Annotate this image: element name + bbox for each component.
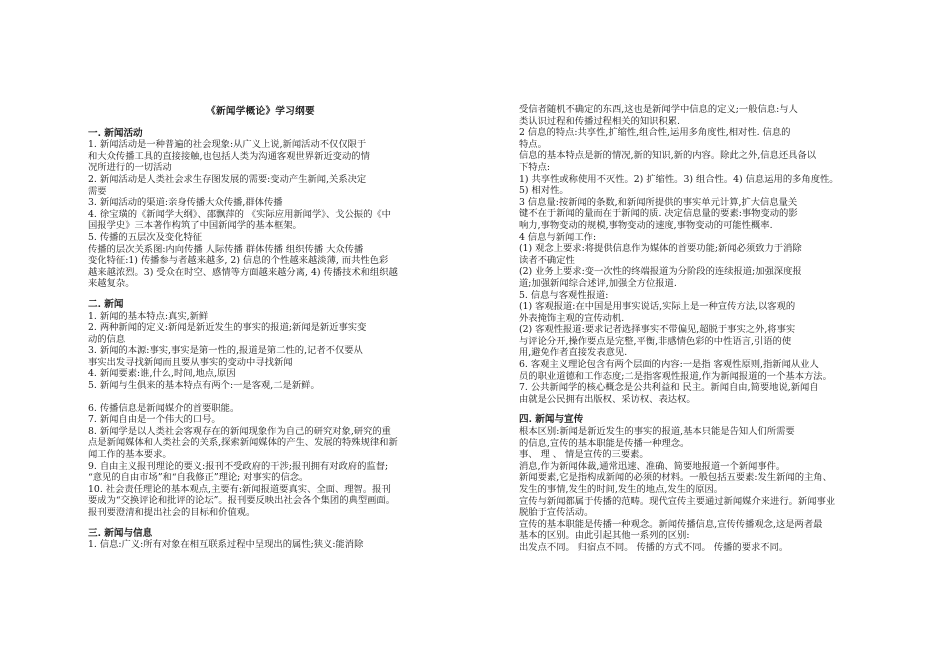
text-line: 3. 新闻活动的渠道:亲身传播大众传播,群体传播 xyxy=(88,197,283,209)
section-body-news xyxy=(88,311,433,519)
text-line: 5. 信息与客观性报道: xyxy=(519,289,609,301)
text-line: 和大众传播工具的直接接触,也包括人类为沟通客观世界新近变动的情 xyxy=(88,150,370,162)
text-line: 需要 xyxy=(88,185,107,197)
text-line: 7. 新闻自由是一个伟大的口号。 xyxy=(88,414,221,426)
text-line: 出发点不同。 归宿点不同。 传播的方式不同。 传播的要求不同。 xyxy=(519,541,789,553)
text-line: 变化特征:1) 传播参与者越来越多, 2) 信息的个性越来越淡薄, 而共性色彩 xyxy=(88,255,389,267)
text-line: 道;加强新闻综合述评,加强全方位报道. xyxy=(519,277,677,289)
text-line: 闻工作的基本要求。 xyxy=(88,449,172,461)
text-line: 下特点: xyxy=(519,161,551,173)
section-heading-news-activity: 一. 新闻活动 xyxy=(88,127,143,139)
text-line: 的信息,宣传的基本职能是传播一种理念。 xyxy=(519,437,690,449)
section-heading-news-and-propaganda: 四. 新闻与宣传 xyxy=(519,414,584,426)
text-line: 事实出发寻找新闻而且要从事实的变动中寻找新闻 xyxy=(88,356,293,368)
text-line: 况所进行的一切活动 xyxy=(88,162,172,174)
section-body-news-activity xyxy=(88,139,433,290)
text-line: 特点。 xyxy=(519,138,547,150)
text-line: 5. 传播的五层次及变化特征 xyxy=(88,231,203,243)
text-line: 越来越浓烈。3) 受众在时空、感情等方面越来越分离, 4) 传播技术和组织越 xyxy=(88,266,398,278)
text-line: 1) 共享性或称使用不灭性。2) 扩缩性。3) 组合性。4) 信息运用的多角度性。 xyxy=(519,173,839,185)
text-line: “意见的自由市场”和“自我修正”理论; 对事实的信念。 xyxy=(88,472,309,484)
text-line: 10. 社会责任理论的基本观点,主要有:新闻报道要真实、全面、理智。报刊 xyxy=(88,483,391,495)
text-line: 3 信息量:按新闻的条数,和新闻所提供的事实单元计算,扩大信息量关 xyxy=(519,196,798,208)
text-line: 4. 新闻要素:谁,什么,时间,地点,原因 xyxy=(88,368,236,380)
text-line: 宣传与新闻都属于传播的范畴。现代宣传主要通过新闻媒介来进行。新闻事业 xyxy=(519,495,836,507)
text-line: 6. 客观主义理论包含有两个层面的内容:一是指 客观性原则,指新闻从业人 xyxy=(519,359,819,371)
section-body-news-and-propaganda xyxy=(519,426,864,554)
text-line: 员的职业道德和工作态度;二是指客观性报道,作为新闻报道的一个基本方法。 xyxy=(519,370,832,382)
text-line: 新闻要素,它是指构成新闻的必须的材料。一般包括五要素:发生新闻的主角、 xyxy=(519,472,832,484)
left-column xyxy=(88,106,433,551)
text-line: 1. 新闻的基本特点:真实,新鲜 xyxy=(88,310,209,322)
text-line: (1) 客观报道:在中国是用事实说话,实际上是一种宣传方法,以客观的 xyxy=(519,301,796,313)
text-line: 来越复杂。 xyxy=(88,278,135,290)
text-line: 外表掩饰主观的宣传动机. xyxy=(519,312,625,324)
text-line: 类认识过程和传播过程相关的知识积累. xyxy=(519,115,681,127)
text-line: (2) 客观性报道:要求记者选择事实不带偏见,超脱于事实之外,将事实 xyxy=(519,324,796,336)
text-line: 4. 徐宝璜的《新闻学大纲》、邵飘萍的 《实际应用新闻学》、戈公振的《中 xyxy=(88,208,391,220)
section-body-news-and-information xyxy=(88,539,433,551)
text-line: 2 信息的特点:共享性,扩缩性,组合性,运用多角度性,相对性. 信息的 xyxy=(519,127,791,139)
text-line: 响力,事物变动的规模,事物变动的速度,事物变动的可能性概率. xyxy=(519,219,773,231)
text-line: 传播的层次关系图:内向传播 人际传播 群体传播 组织传播 大众传播 xyxy=(88,243,364,255)
text-line: (1) 观念上要求:将提供信息作为媒体的首要功能;新闻必须致力于消除 xyxy=(519,243,802,255)
text-line: 读者不确定性 xyxy=(519,254,575,266)
text-line: 4 信息与新闻工作: xyxy=(519,231,597,243)
text-line: 与评论分开,操作要点是完整,平衡,非感情色彩的中性语言,引语的使 xyxy=(519,335,792,347)
text-line: 宣传的基本职能是传播一种观念。新闻传播信息,宣传传播观念,这是两者最 xyxy=(519,518,823,530)
section-heading-news-and-information: 三. 新闻与信息 xyxy=(88,527,153,539)
text-line: 根本区别:新闻是新近发生的事实的报道,基本只能是告知人们所需要 xyxy=(519,426,795,438)
section-body-information-continued xyxy=(519,104,864,405)
text-line: 5. 新闻与生俱来的基本特点有两个:一是客观,二是新鲜。 xyxy=(88,380,320,392)
text-line: 7. 公共新闻学的核心概念是公共利益和 民主。新闻自由,简要地说,新闻自 xyxy=(519,382,819,394)
text-line: 基本的区别。由此引起其他一系列的区别: xyxy=(519,530,690,542)
text-line: 事、 理 、 情是宣传的三要素。 xyxy=(519,449,649,461)
text-line: 发生的事情,发生的时间,发生的地点,发生的原因。 xyxy=(519,484,724,495)
text-line: 消息,作为新闻体裁,通常迅速、准确、简要地报道一个新闻事件。 xyxy=(519,460,786,472)
text-line: 8. 新闻学是以人类社会客观存在的新闻现象作为自己的研究对象,研究的重 xyxy=(88,425,391,437)
text-line: (2) 业务上要求:变一次性的终端报道为分阶段的连续报道;加强深度报 xyxy=(519,266,802,278)
text-line: 报刊要澄清和提出社会的目标和价值观。 xyxy=(88,507,256,518)
text-line: 5) 相对性。 xyxy=(519,185,569,197)
section-heading-news: 二. 新闻 xyxy=(88,298,124,310)
text-line: 键不在于新闻的量而在于新闻的质. 决定信息量的要素:事物变动的影 xyxy=(519,208,798,220)
text-line: 2. 新闻活动是人类社会求生存图发展的需要:变动产生新闻,关系决定 xyxy=(88,173,367,185)
text-line: 脱胎于宣传活动。 xyxy=(519,507,594,519)
text-line: 6. 传播信息是新闻媒介的首要职能。 xyxy=(88,402,240,414)
text-line: 由就是公民拥有出版权、采访权、表达权。 xyxy=(519,393,696,405)
text-line: 受信者随机不确定的东西,这也是新闻学中信息的定义;一般信息:与人 xyxy=(519,104,798,115)
text-line: 用,避免作者直接发表意见. xyxy=(519,347,628,359)
text-line: 2. 两种新闻的定义:新闻是新近发生的事实的报道;新闻是新近事实变 xyxy=(88,322,367,334)
right-column xyxy=(519,104,864,554)
text-line: 9. 自由主义报刊理论的要义:报刊不受政府的干涉;报刊拥有对政府的监督; xyxy=(88,460,389,472)
text-line: 要成为“交换评论和批评的论坛”。报刊要反映出社会各个集团的典型画面。 xyxy=(88,495,396,507)
text-line: 3. 新闻的本源:事实,事实是第一性的,报道是第二性的,记者不仅要从 xyxy=(88,345,363,357)
paragraph-gap xyxy=(88,392,433,403)
text-line: 信息的基本特点是新的情况,新的知识,新的内容。除此之外,信息还具备以 xyxy=(519,150,817,162)
text-line: 1. 信息:广义:所有对象在相互联系过程中呈现出的属性;狭义:能消除 xyxy=(88,539,364,551)
text-line: 国报学史》三本著作构筑了中国新闻学的基本框架。 xyxy=(88,220,302,232)
document-title: 《新闻学概论》学习纲要 xyxy=(206,106,315,117)
text-line: 点是新闻媒体和人类社会的关系,探索新闻媒体的产生、发展的特殊规律和新 xyxy=(88,437,398,449)
text-line: 1. 新闻活动是一种普遍的社会现象:从广义上说,新闻活动不仅仅限于 xyxy=(88,139,367,151)
text-line: 动的信息 xyxy=(88,333,126,345)
